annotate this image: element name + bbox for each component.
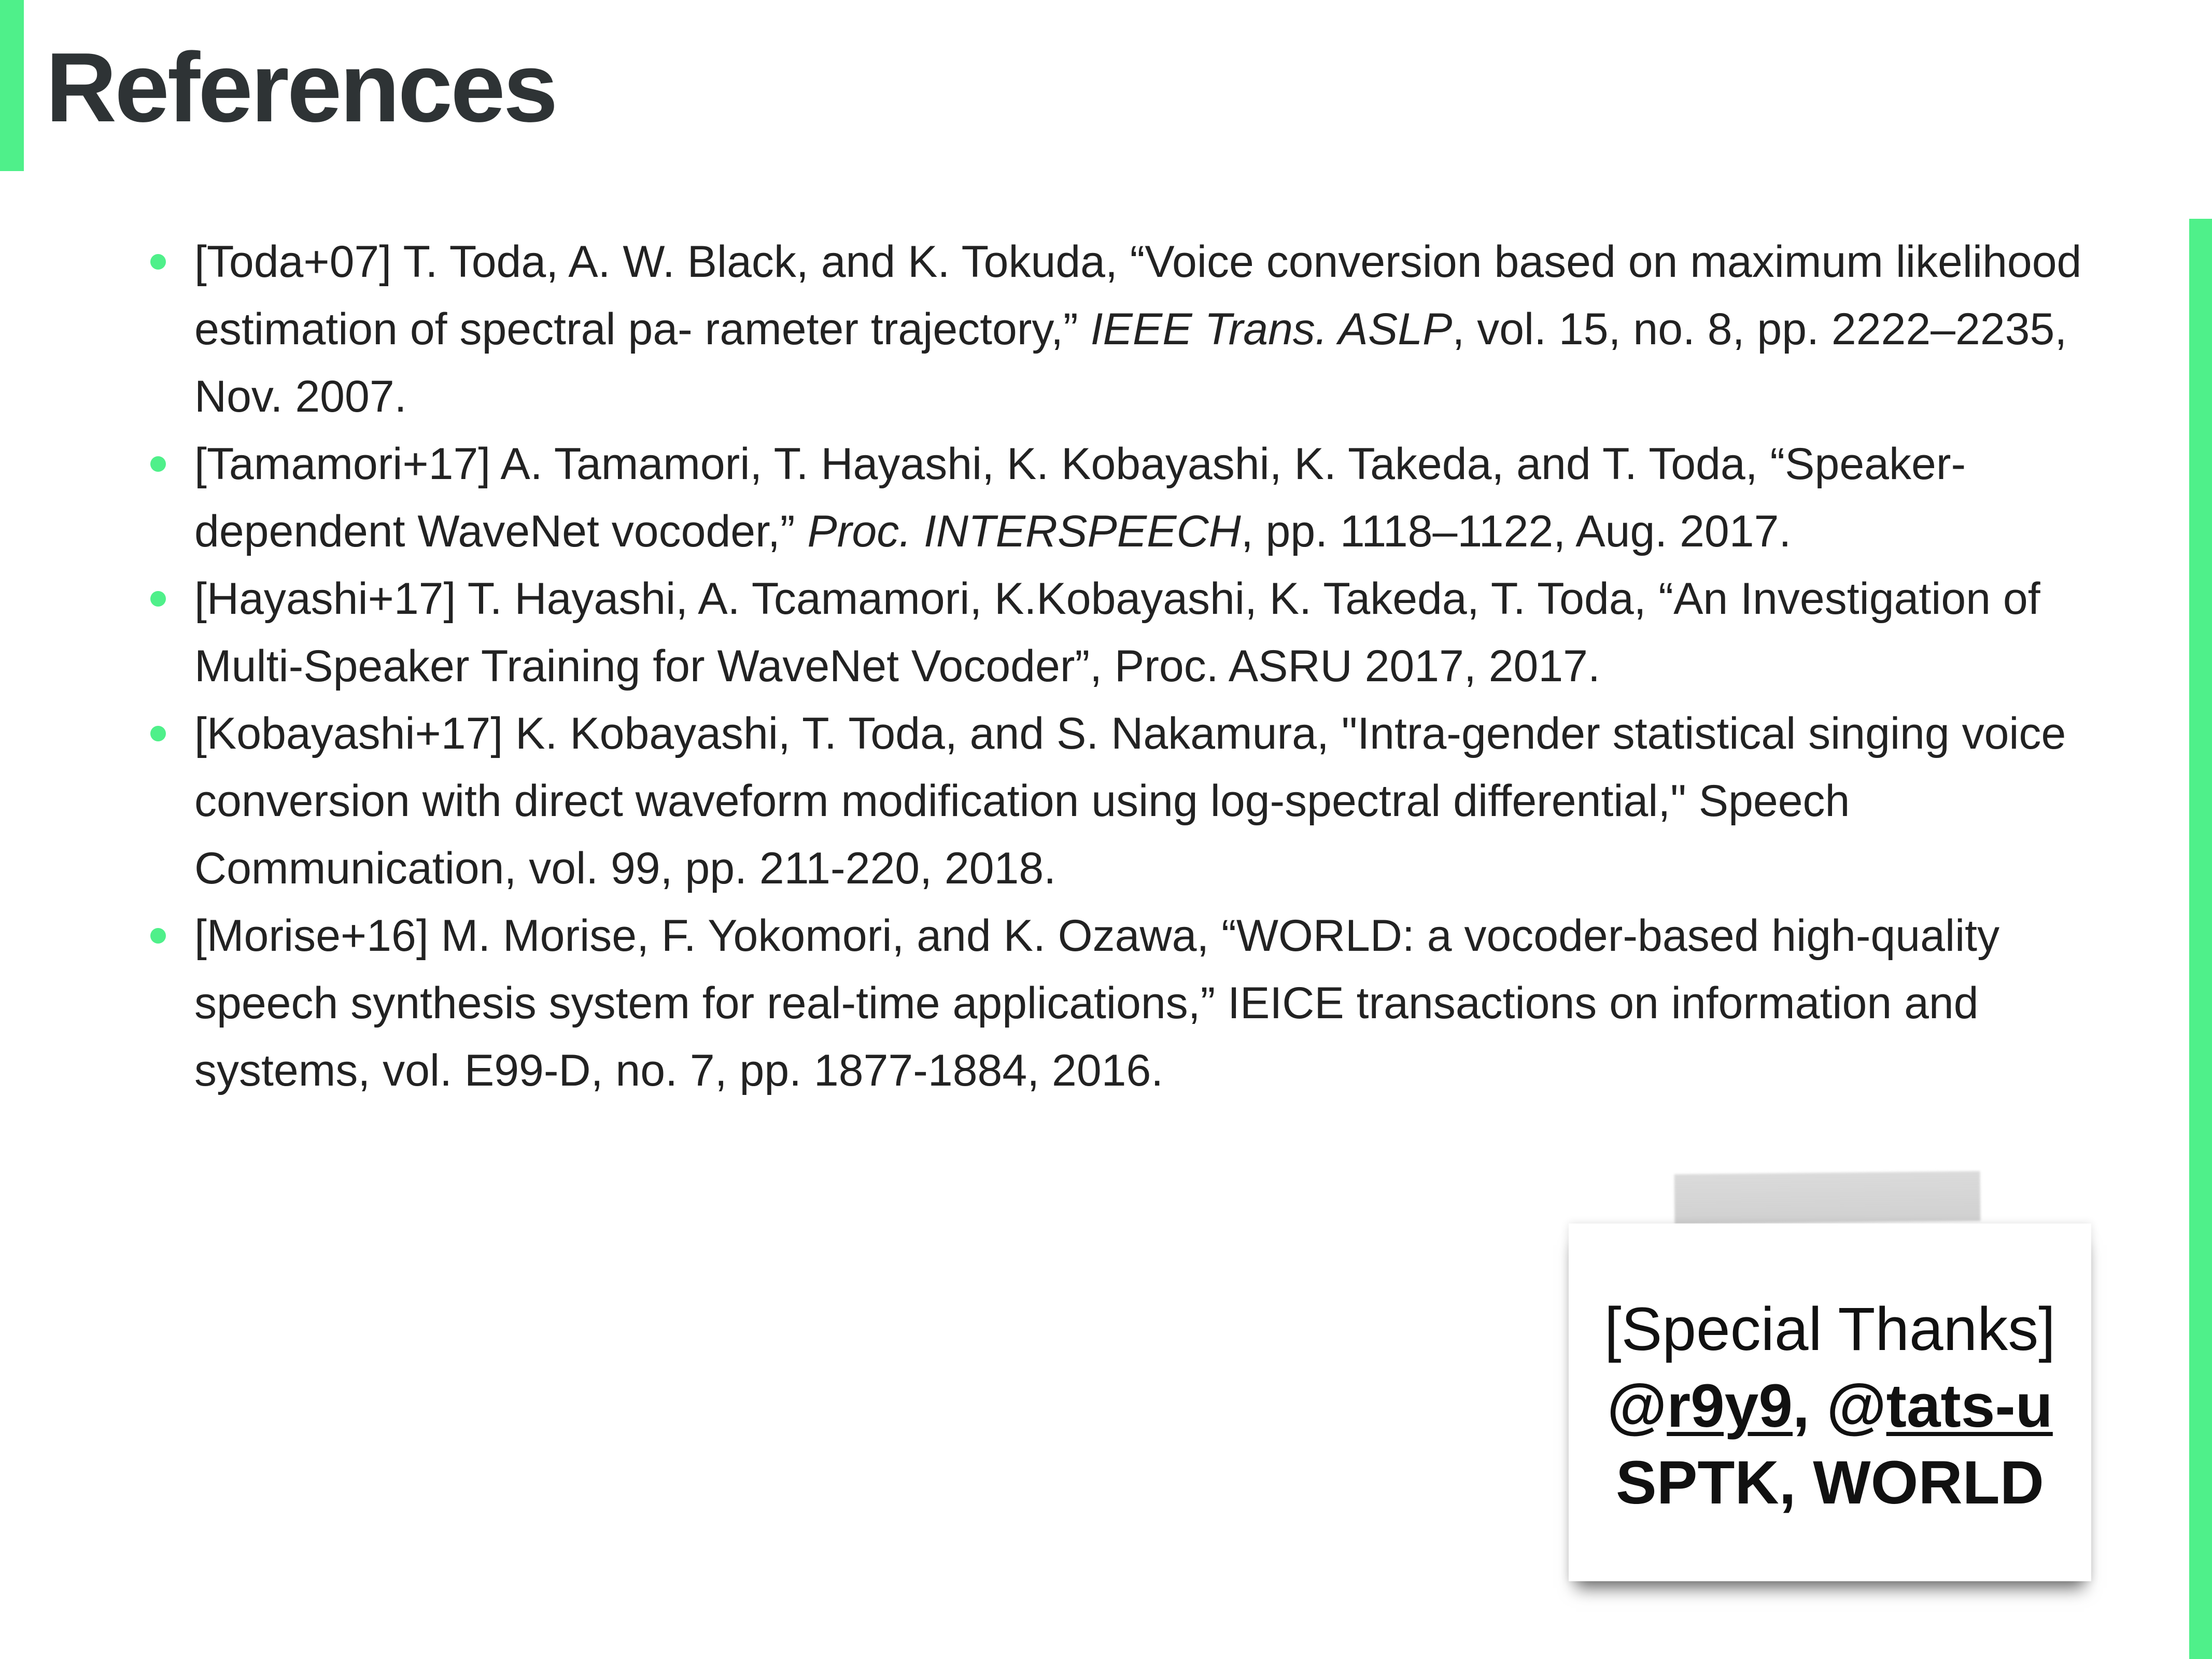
reference-item <box>150 430 2110 565</box>
reference-text: [Hayashi+17] T. Hayashi, A. Tcamamori, K.Kobayashi, K. Takeda, T. Toda, “An Investigation of Multi-Speaker Training for WaveNet Vocoder”, Proc. ASRU 2017, 2017. <box>194 574 2040 691</box>
reference-venue: Proc. INTERSPEECH <box>807 507 1241 556</box>
reference-item <box>150 565 2110 700</box>
reference-item <box>150 902 2110 1104</box>
bullet-icon <box>150 726 166 741</box>
reference-text: [Toda+07] T. Toda, A. W. Black, and K. Tokuda, “Voice conversion based on maximum likelihood estimation of spectral pa- rameter trajectory,” <box>194 237 2082 354</box>
reference-item <box>150 228 2110 430</box>
bullet-icon <box>150 928 166 944</box>
reference-details: , vol. 15, no. 8, pp. 2222–2235, Nov. 2007. <box>194 304 2067 421</box>
bullet-icon <box>150 591 166 607</box>
reference-item <box>150 700 2110 902</box>
page-title: References <box>46 33 556 143</box>
reference-venue: IEEE Trans. ASLP <box>1090 304 1453 354</box>
reference-text: [Morise+16] M. Morise, F. Yokomori, and K. Ozawa, “WORLD: a vocoder-based high-quality speech synthesis system for real-time applications,” IEICE transactions on information and systems, vol. E99-D, no. 7, pp. 1877-1884, 2016. <box>194 911 2000 1095</box>
tape-strip <box>1674 1171 1981 1224</box>
reference-list <box>150 228 2110 1104</box>
handle-separator: , @ <box>1793 1372 1886 1440</box>
handle-link-tats-u[interactable]: tats-u <box>1886 1372 2053 1440</box>
note-title: [Special Thanks] <box>1604 1295 2056 1363</box>
at-sign: @ <box>1607 1372 1667 1440</box>
bullet-icon <box>150 254 166 270</box>
note-tools: SPTK, WORLD <box>1616 1449 2044 1517</box>
note-handles <box>1569 1368 2091 1444</box>
side-accent-bar <box>2189 219 2212 1659</box>
handle-link-r9y9[interactable]: r9y9 <box>1667 1372 1793 1440</box>
reference-text: [Kobayashi+17] K. Kobayashi, T. Toda, and S. Nakamura, "Intra-gender statistical singing voice conversion with direct waveform modification using log-spectral differential," Speech Communication, vol. 99, pp. 211-220, 2018. <box>194 709 2066 893</box>
title-accent-bar <box>0 0 24 171</box>
reference-details: , pp. 1118–1122, Aug. 2017. <box>1241 507 1792 556</box>
special-thanks-note <box>1569 1224 2091 1581</box>
bullet-icon <box>150 456 166 472</box>
reference-text: [Tamamori+17] A. Tamamori, T. Hayashi, K. Kobayashi, K. Takeda, and T. Toda, “Speaker-dependent WaveNet vocoder,” <box>194 439 1966 556</box>
